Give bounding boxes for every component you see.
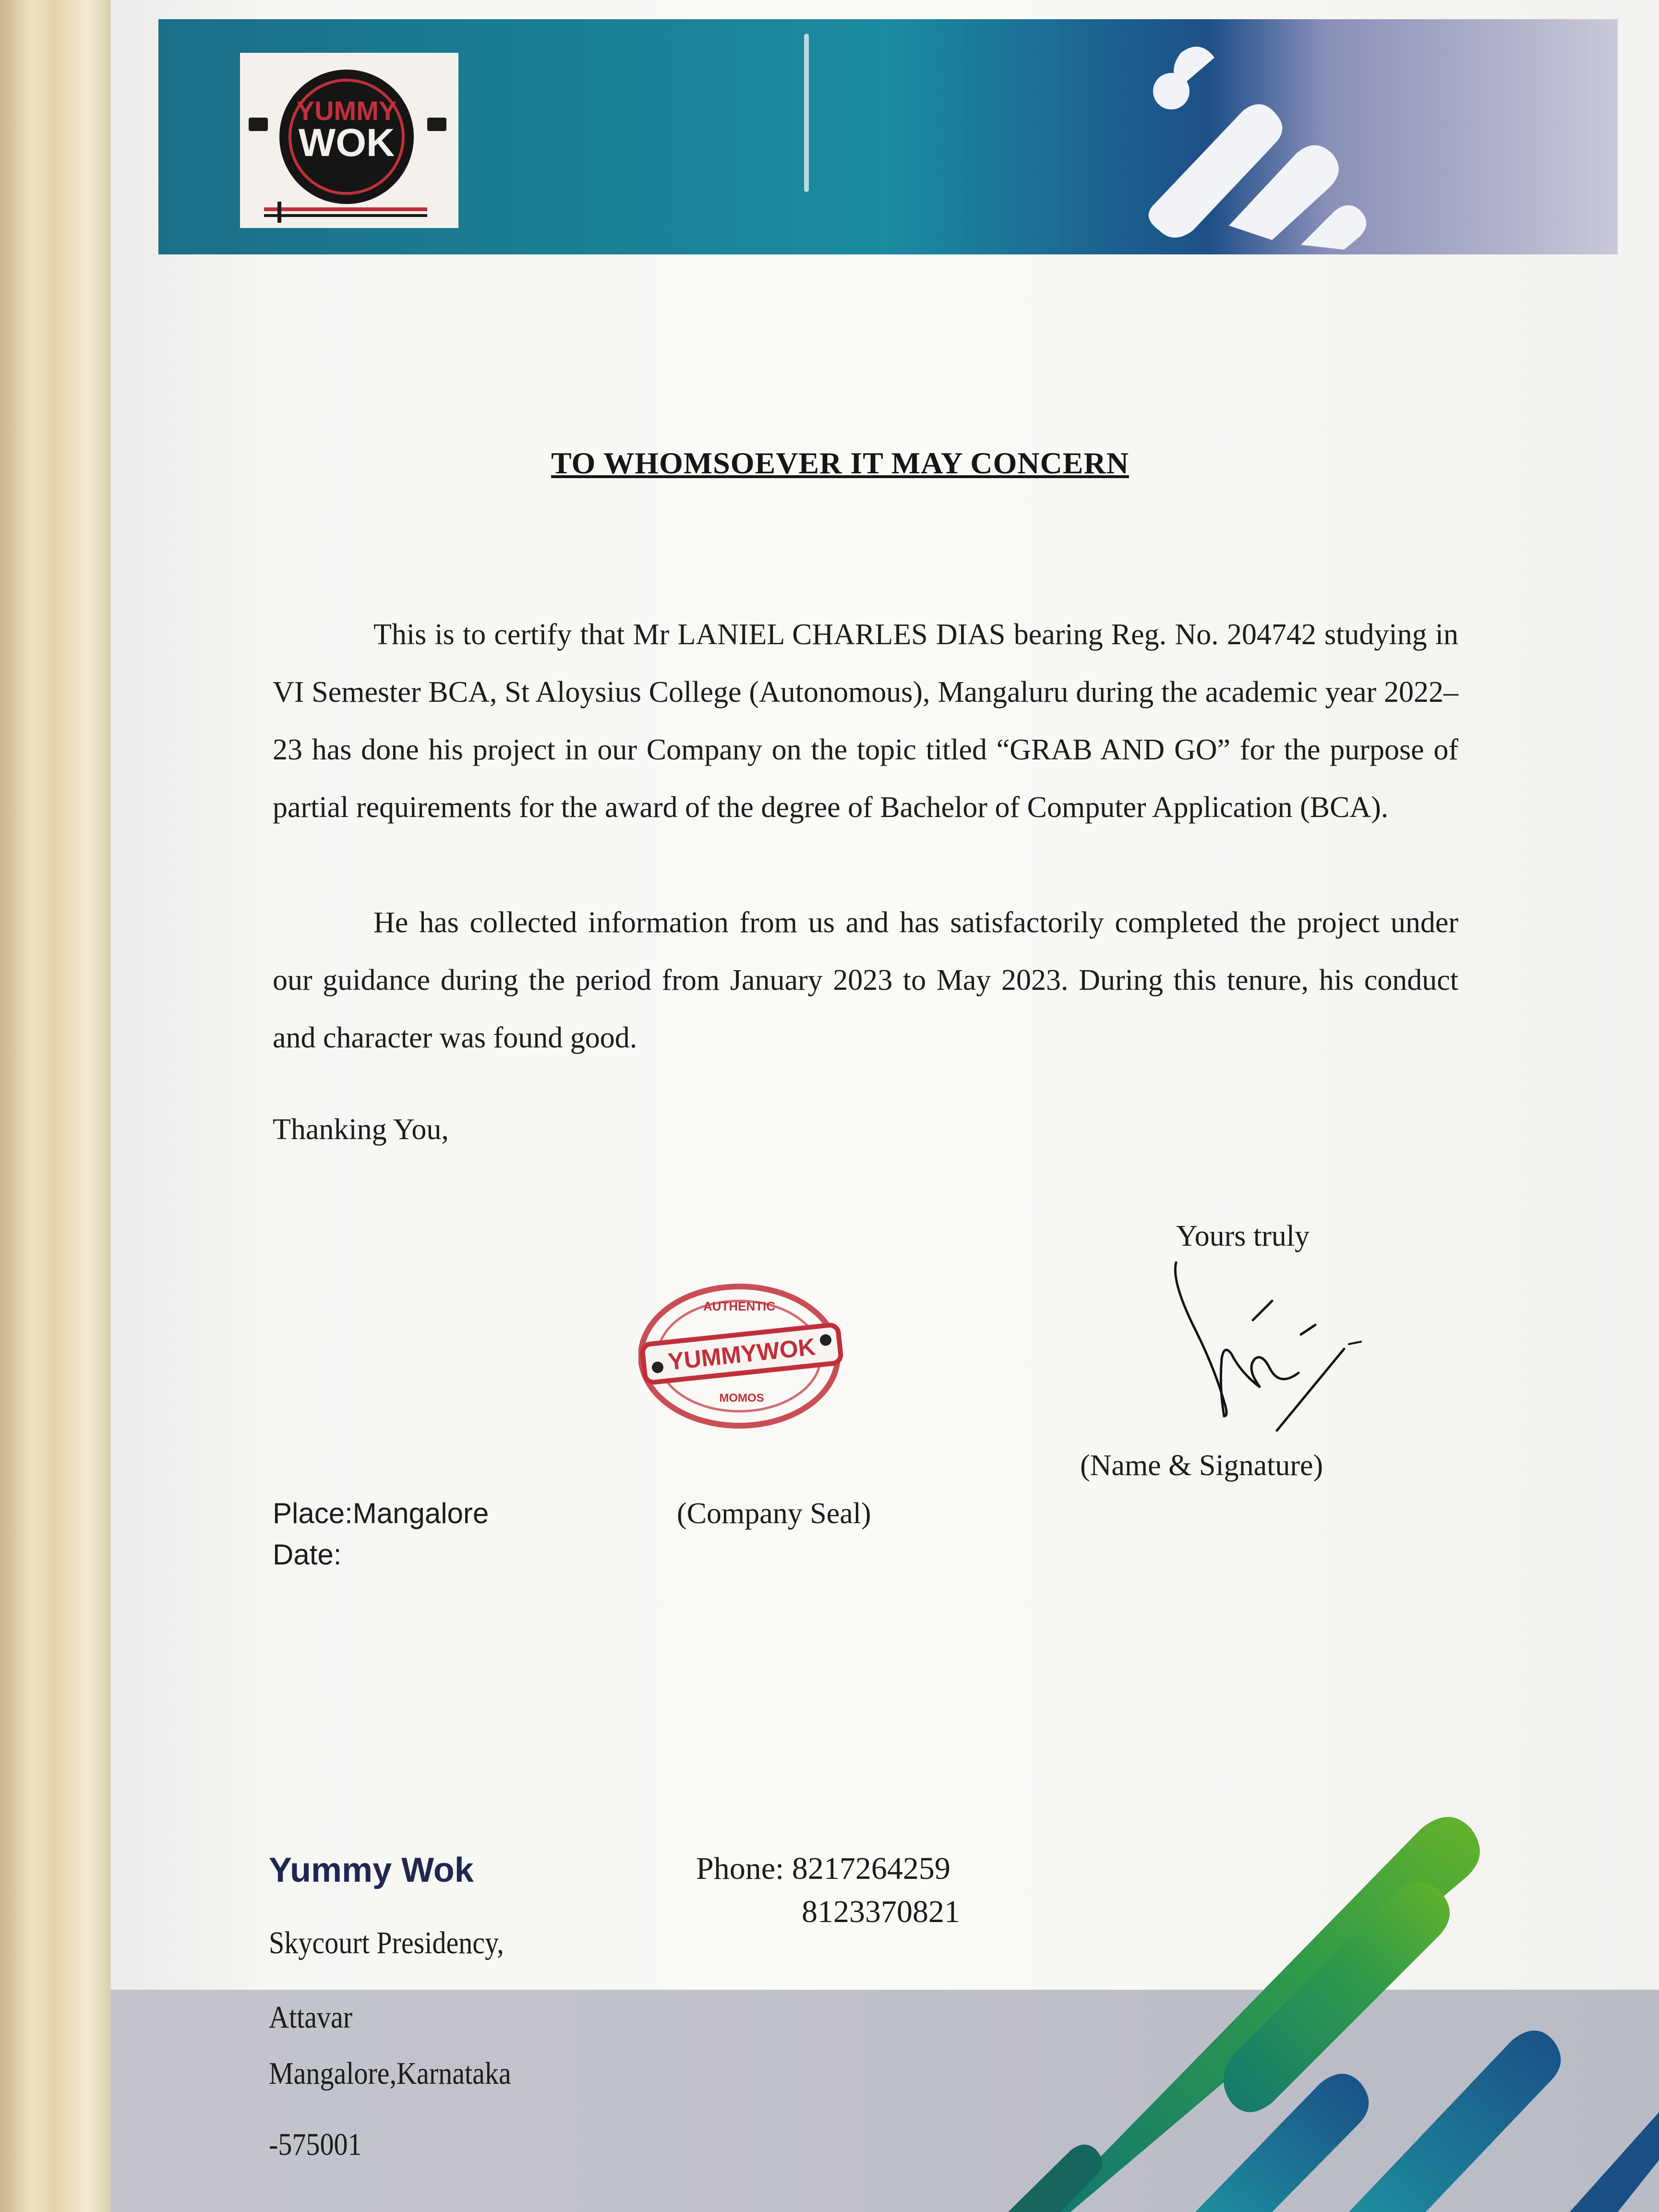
footer-decoration: [926, 1795, 1659, 2212]
place-field: Place:Mangalore: [273, 1497, 489, 1529]
logo-line2: WOK: [298, 121, 395, 165]
footer-address-line-3: Mangalore,Karnataka: [269, 2056, 511, 2091]
letter-title: TO WHOMSOEVER IT MAY CONCERN: [551, 446, 1129, 480]
handwritten-signature: [1157, 1258, 1387, 1440]
footer-company-name: Yummy Wok: [269, 1851, 474, 1889]
seal-top-text: AUTHENTIC: [703, 1299, 776, 1313]
company-logo: [240, 53, 458, 228]
footer-address-line-2: Attavar: [269, 2000, 353, 2035]
footer-phone-1: Phone: 8217264259: [696, 1851, 950, 1886]
date-field: Date:: [273, 1539, 342, 1571]
seal-label: (Company Seal): [677, 1497, 871, 1530]
certificate-paragraph-1: This is to certify that Mr LANIEL CHARLES DIAS bearing Reg. No. 204742 studying in VI Semester BCA, St Aloysius College (Autonomous), Mangaluru during the academic year 2022– 23 has done his project in our Company on the topic titled “GRAB AND GO” for the purpose of partial requirements for the award of the degree of Bachelor of Computer Application (BCA).: [273, 618, 1458, 824]
company-seal-stamp: [638, 1277, 859, 1435]
footer-address-line-1: Skycourt Presidency,: [269, 1925, 504, 1960]
footer-phone-2: 8123370821: [802, 1894, 960, 1929]
footer-address-line-4: -575001: [269, 2127, 362, 2162]
logo-line1: YUMMY: [296, 96, 397, 126]
seal-bottom-text: MOMOS: [719, 1392, 764, 1405]
closing-text: Yours truly: [1176, 1220, 1310, 1252]
thanks-text: Thanking You,: [273, 1113, 449, 1146]
book-binding: [0, 0, 125, 2212]
letterhead-banner: [158, 19, 1618, 254]
signature-label: (Name & Signature): [1080, 1449, 1323, 1482]
certificate-paragraph-2: He has collected information from us and has satisfactorily completed the project under our guidance during the period from January 2023 to May 2023. During this tenure, his conduct and character was found good.: [273, 906, 1458, 1054]
seal-middle-text: YUMMYWOK: [666, 1333, 817, 1375]
letter-page: [110, 0, 1659, 2212]
